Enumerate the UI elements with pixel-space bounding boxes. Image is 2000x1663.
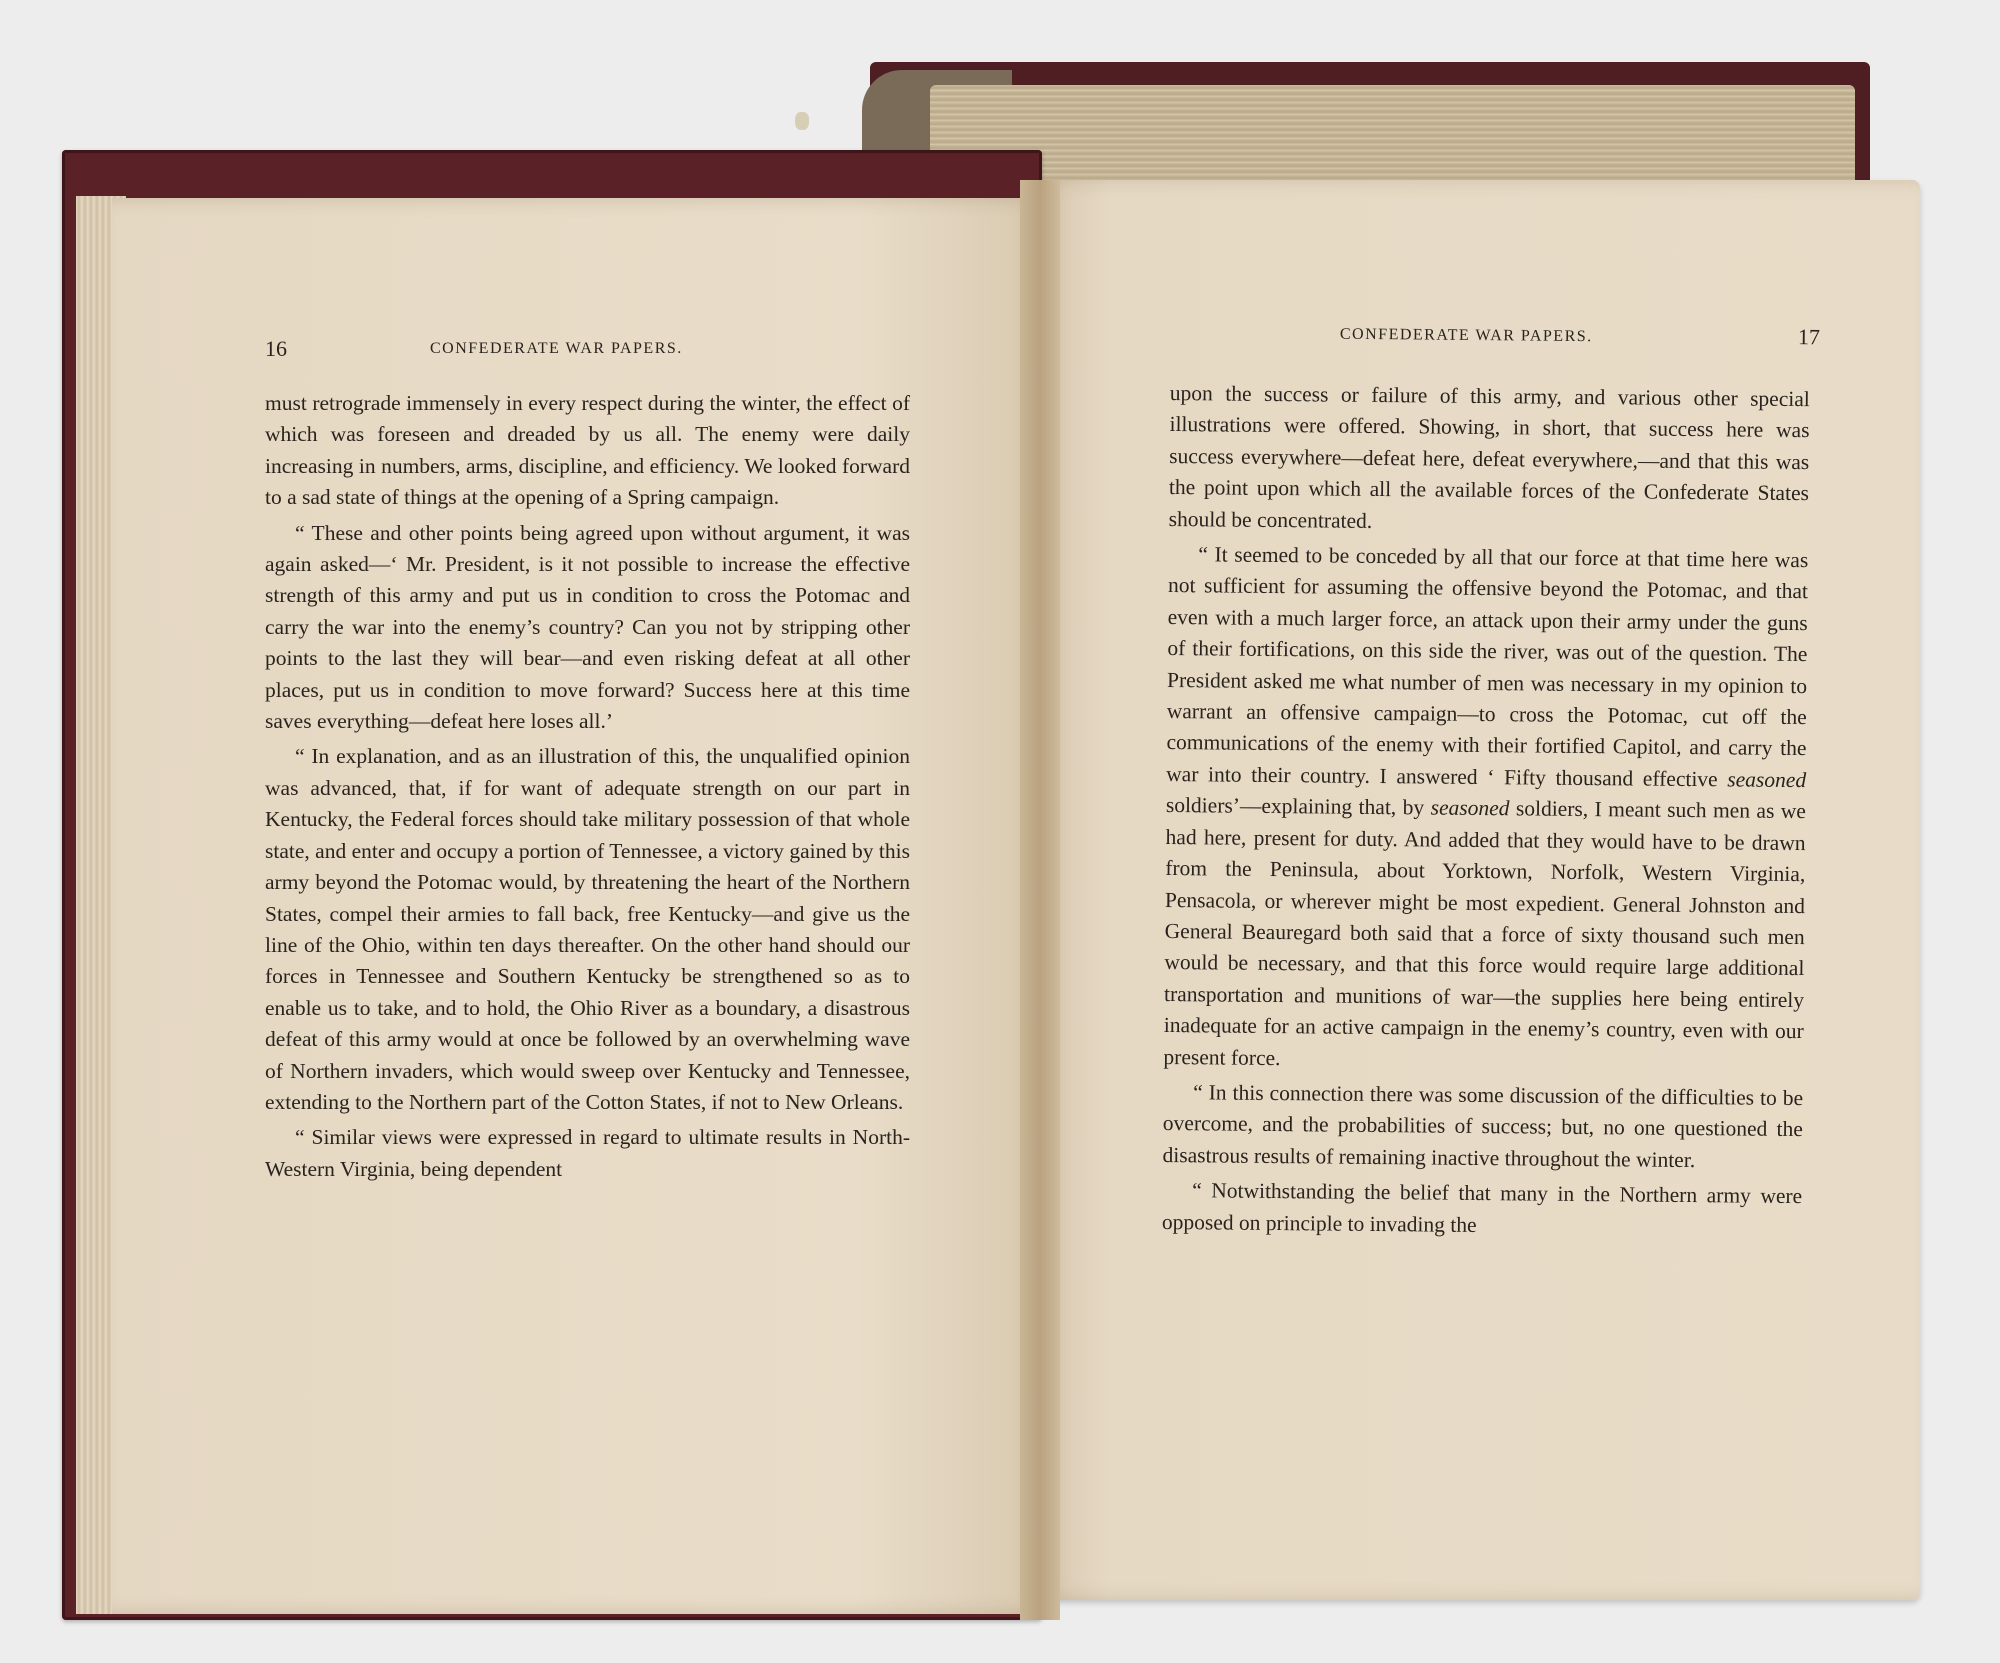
- right-page-number: 17: [1797, 324, 1821, 350]
- emphasis-seasoned-2: seasoned: [1430, 795, 1510, 821]
- right-paragraph-1: upon the success or failure of this army, and various other special illustrations were offered. Showing, in short, that success here was success everywhere—defeat here, defeat everywhere,—and that this was the point upon which all the available forces of the Confederate States should be concentrated.: [1168, 380, 1810, 533]
- right-paragraph-2-part-1: “ It seemed to be conceded by all that our force at that time here was not sufficient for assuming the offensive beyond the Potomac, and that even with a much larger force, an attack upon their army under the guns of their fortifications, on this side the river, was out of the question. The President asked me what number of men was necessary in my opinion to warrant an offensive campaign—to cross the Potomac, cut off the communications of the enemy with their fortified Capitol, and carry the war into their country. I answered ‘ Fifty thousand effective: [1166, 542, 1809, 792]
- left-paragraph-2: “ These and other points being agreed upon without argument, it was again asked—‘ Mr. President, is it not possible to increase the effective strength of this army and put us in condition to cross the Potomac and carry the war into the enemy’s country? Can you not by stripping other points to the last they will bear—and even risking defeat at all other places, put us in condition to move forward? Success here at this time saves everything—defeat here loses all.’: [265, 520, 910, 734]
- emphasis-seasoned-1: seasoned: [1727, 767, 1807, 792]
- right-paragraph-2-part-3: soldiers, I meant such men as we had here, present for duty. And added that they would have to be drawn from the Peninsula, about Yorktown, Norfolk, Western Virginia, Pensacola, or wherever might be most expedient. General Johnston and General Beauregard both said that a force of sixty thousand such men would be necessary, and that this force would require large additional transportation and munitions of war—the supplies here being entirely inadequate for an active campaign in the enemy’s country, even with our present force.: [1163, 796, 1807, 1070]
- right-page-text: [1162, 378, 1810, 1248]
- right-paragraph-2: [1163, 539, 1808, 1079]
- right-paragraph-4: “ Notwithstanding the belief that many in the Northern army were opposed on principle to invading the: [1161, 1178, 1803, 1237]
- paper-speck: [795, 112, 809, 130]
- left-running-title: CONFEDERATE WAR PAPERS.: [430, 340, 683, 357]
- right-paragraph-3: “ In this connection there was some discussion of the difficulties to be overcome, and the probabilities of success; but, no one questioned the disastrous results of remaining inactive throughout the winter.: [1162, 1080, 1804, 1172]
- left-paragraph-3: “ In explanation, and as an illustration of this, the unqualified opinion was advanced, that, if for want of adequate strength on our part in Kentucky, the Federal forces should take military possession of that whole state, and enter and occupy a portion of Tennessee, a victory gained by this army beyond the Potomac would, by threatening the heart of the Northern States, compel their armies to fall back, free Kentucky—and give us the line of the Ohio, within ten days thereafter. On the other hand should our forces in Tennessee and Southern Kentucky be strengthened so as to enable us to take, and to hold, the Ohio River as a boundary, a disastrous defeat of this army would at once be followed by an overwhelming wave of Northern invaders, which would sweep over Kentucky and Tennessee, extending to the Northern part of the Cotton States, if not to New Orleans.: [265, 744, 910, 1114]
- right-running-title: CONFEDERATE WAR PAPERS.: [1339, 325, 1593, 346]
- right-paragraph-2-part-2: soldiers’—explaining that, by: [1165, 793, 1425, 820]
- left-page-text: [265, 388, 910, 1189]
- left-page-number: 16: [265, 336, 287, 361]
- left-paragraph-1: must retrograde immensely in every respect during the winter, the effect of which was foreseen and dreaded by us all. The enemy were daily increasing in numbers, arms, discipline, and efficiency. We looked forward to a sad state of things at the opening of a Spring campaign.: [265, 391, 910, 510]
- left-paragraph-4: “ Similar views were expressed in regard to ultimate results in North-Western Virginia, being dependent: [265, 1125, 910, 1181]
- book-gutter: [1020, 180, 1060, 1620]
